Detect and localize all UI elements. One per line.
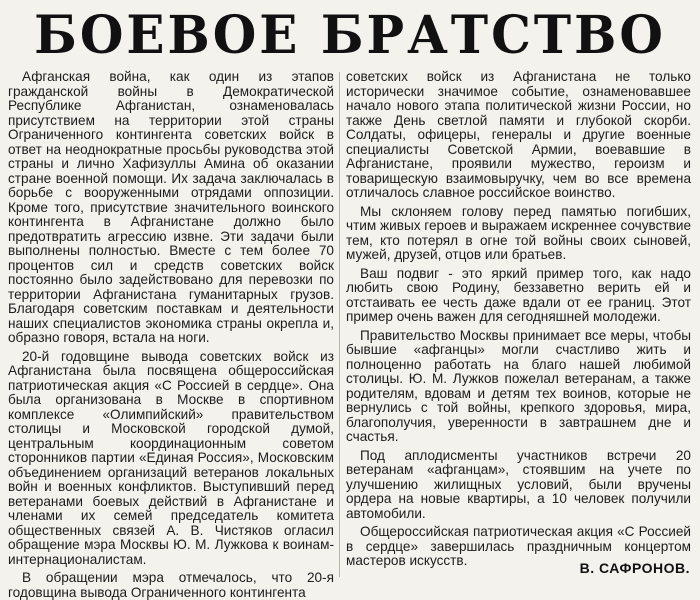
paragraph: Мы склоняем голову перед памятью погибших, чтим живых героев и выражаем искреннее сочувствие тем, кто потерял в огне той войны своих сыновей, мужей, друзей, отцов или братьев. [346,203,691,262]
right-column [346,70,691,569]
left-column [8,70,334,600]
paragraph: 20-й годовщине вывода советских войск из Афганистана была посвящена общероссийская патриотическая акция «С Россией в сердце». Она была организована в Москве в спортивном комплексе «Олимпийский» правительством столицы и Московской городской думой, центральным координационным советом сторонников партии «Единая Россия», Московским объединением организаций ветеранов локальных войн и военных конфликтов. Выступивший перед ветеранами боевых действий в Афганистане и членами их семей председатель комитета общественных связей А. В. Чистяков огласил обращение мэра Москвы Ю. М. Лужкова к воинам-интернационалистам. [8,348,334,567]
author-signature: В. САФРОНОВ. [579,560,690,576]
paragraph: Ваш подвиг - это яркий пример того, как надо любить свою Родину, беззаветно верить ей и отстаивать ее честь даже вдали от ее границ. Этот пример очень важен для сегодняшней молодежи. [346,265,691,324]
paragraph: В обращении мэра отмечалось, что 20-я годовщина вывода Ограниченного контингента [8,570,334,600]
paragraph: Общероссийская патриотическая акция «С Россией в сердце» завершилась праздничным концертом мастеров искусств. [346,524,691,568]
paragraph: Афганская война, как один из этапов гражданской войны в Демократической Республике Афганистан, ознаменовалась присутствием на территории этой страны Ограниченного контингента советских войск в ответ на неоднократные просьбы руководства этой страны и лично Хафизуллы Амина об оказании стране военной помощи. Их задача заключалась в борьбе с вооруженными отрядами оппозиции. Кроме того, присутствие значительного воинского контингента в Афганистане должно было предотвратить агрессию извне. Эти задачи были выполнены полностью. Вместе с тем более 70 процентов сил и средств советских войск постоянно было задействовано для перевозки по территории Афганистана гуманитарных грузов. Благодаря советским поставкам и деятельности наших специалистов экономика страны окрепла и, образно говоря, встала на ноги. [8,69,334,345]
paragraph: Под аплодисменты участников встречи 20 ветеранам «афганцам», стоявшим на учете по улучшению жилищных условий, были вручены ордера на новые квартиры, а 10 человек получили автомобили. [346,447,691,521]
paragraph: Правительство Москвы принимает все меры, чтобы бывшие «афганцы» могли счастливо жить и полноценно работать на благо нашей любимой столицы. Ю. М. Лужков пожелал ветеранам, а также родителям, вдовам и детям тех воинов, которые не вернулись с той войны, крепкого здоровья, мира, благополучия, уверенности в завтрашнем дне и счастья. [346,327,691,444]
paragraph: советских войск из Афганистана не только исторически значимое событие, ознаменовавшее начало нового этапа политической жизни России, но также День светлой памяти и глубокой скорби. Солдаты, офицеры, генералы и другие военные специалисты Советской Армии, воевавшие в Афганистане, проявили мужество, героизм и товарищескую взаимовыручку, чем во все времена отличалось славное российское воинство. [346,69,691,200]
headline: БОЕВОЕ БРАТСТВО [34,3,666,66]
column-divider [339,72,340,577]
